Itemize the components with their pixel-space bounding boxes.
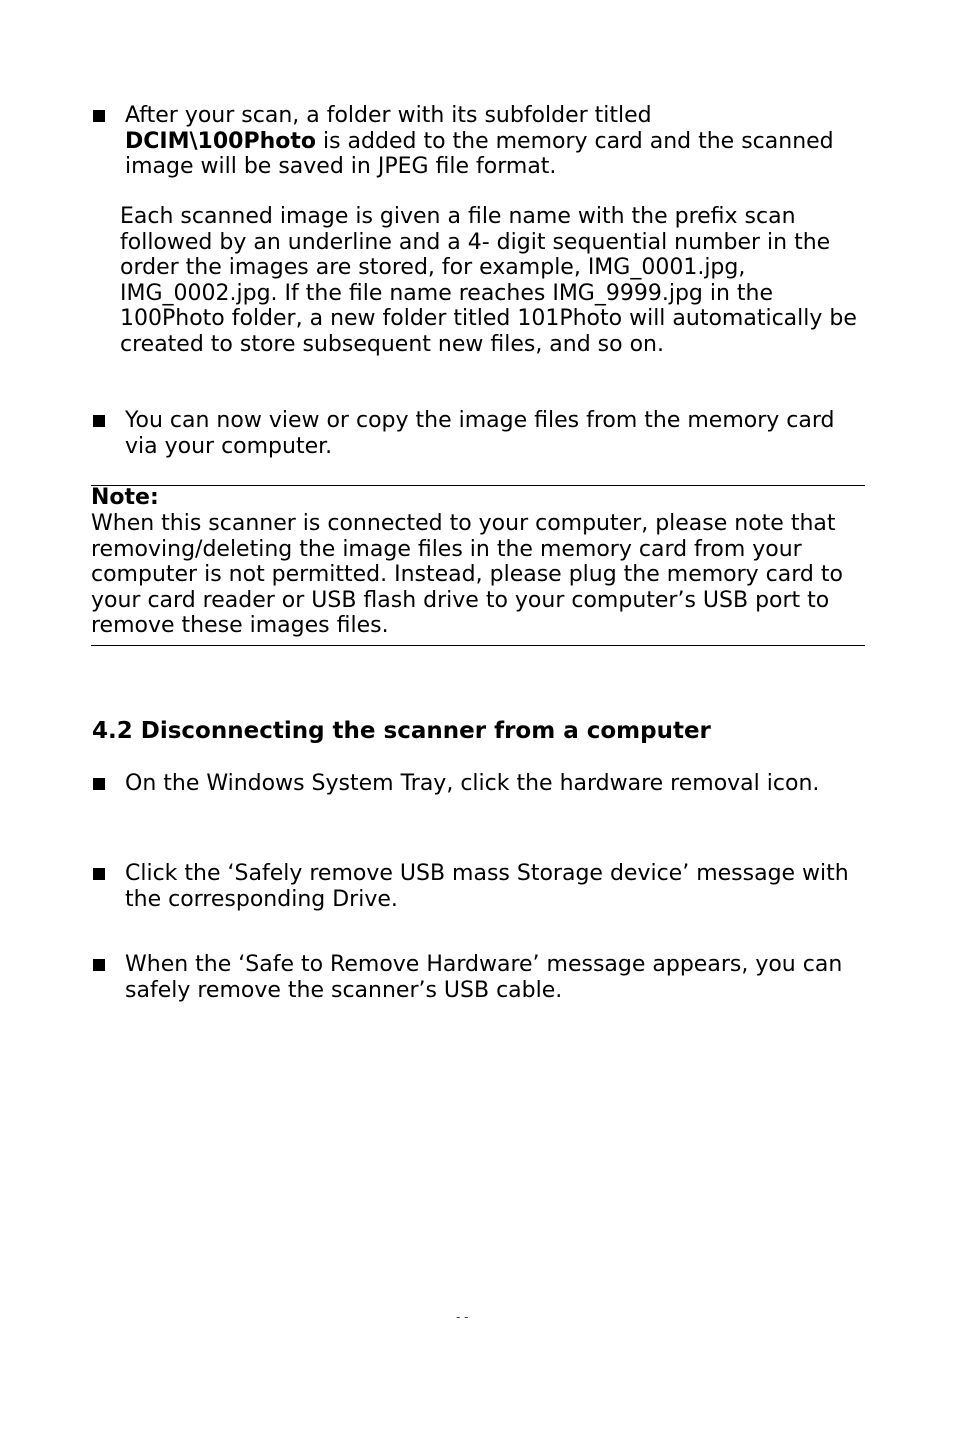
square-bullet-icon: [93, 959, 105, 971]
square-bullet-icon: [93, 778, 105, 790]
bullet-text: [125, 103, 865, 180]
note-body: When this scanner is connected to your computer, please note that removing/deleting the image files in the memory card from your computer is not permitted. Instead, please plug the memory card to your card reader or USB flash drive to your computer’s USB port to remove these images files.: [91, 511, 843, 638]
square-bullet-icon: [93, 110, 105, 122]
note-box: [91, 485, 865, 646]
step-text: On the Windows System Tray, click the hardware removal icon.: [125, 771, 820, 796]
step-text: When the ‘Safe to Remove Hardware’ message appears, you can safely remove the scanner’s USB cable.: [125, 952, 843, 1003]
bullet-text-end: is added to the memory card and the scanned image will be saved in JPEG file format.: [125, 128, 834, 179]
section-heading: 4.2 Disconnecting the scanner from a computer: [92, 718, 711, 744]
note-title: Note:: [91, 485, 159, 510]
square-bullet-icon: [93, 868, 105, 880]
bullet-text: You can now view or copy the image files from the memory card via your computer.: [125, 408, 835, 459]
page-number: - -: [456, 1310, 469, 1324]
folder-name: DCIM\100Photo: [125, 128, 316, 154]
square-bullet-icon: [93, 415, 105, 427]
step-text: Click the ‘Safely remove USB mass Storage device’ message with the corresponding Drive.: [125, 861, 849, 912]
bullet-text-start: After your scan, a folder with its subfolder titled: [125, 103, 652, 128]
file-naming-paragraph: Each scanned image is given a file name with the prefix scan followed by an underline and a 4- digit sequential number in the order the images are stored, for example, IMG_0001.jpg, IMG_0002.jpg. If the file name reaches IMG_9999.jpg in the 100Photo folder, a new folder titled 101Photo will automatically be created to store subsequent new files, and so on.: [120, 204, 857, 357]
